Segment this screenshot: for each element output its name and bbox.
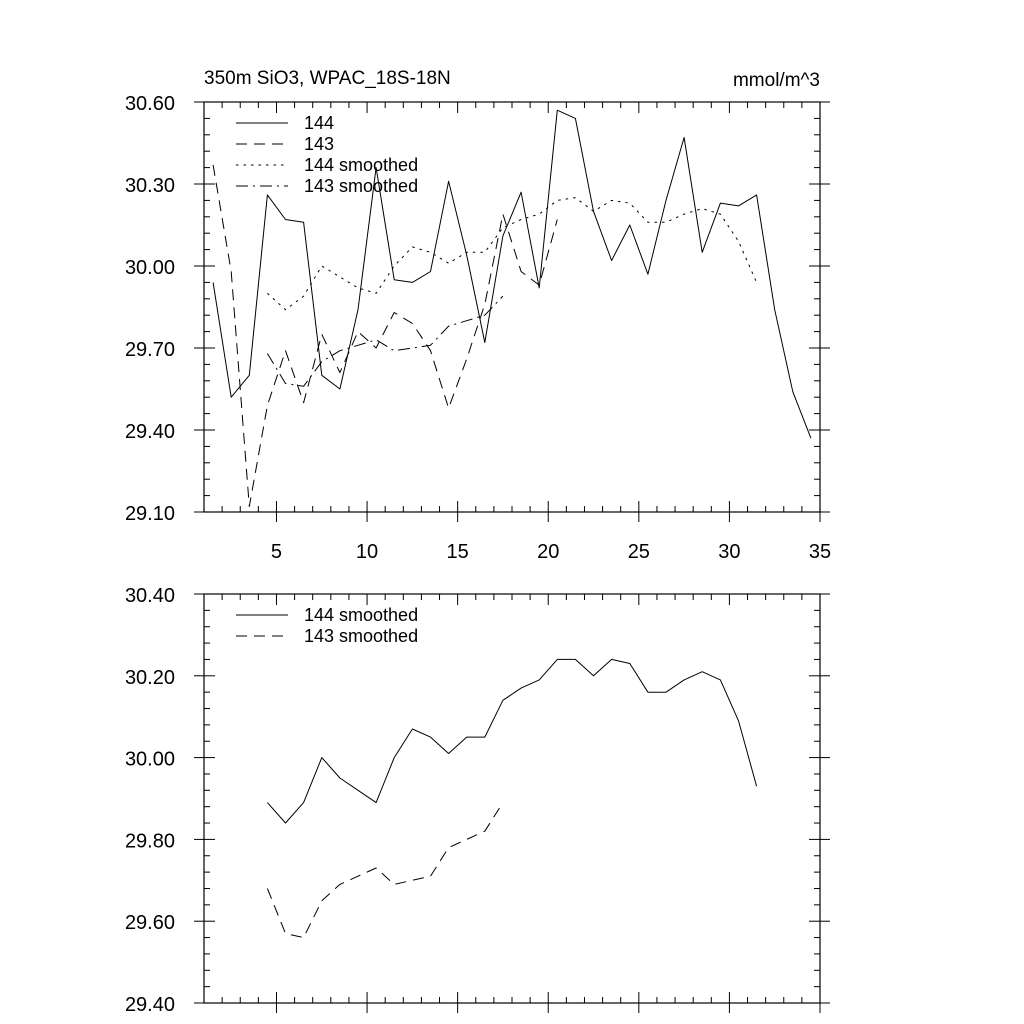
top-y-tick-label: 30.00: [124, 257, 175, 279]
top-x-tick-label: 15: [446, 541, 469, 563]
top-y-tick-label: 29.40: [124, 421, 175, 443]
bottom-series-line-0: [267, 659, 756, 823]
bottom-y-tick-label: 30.00: [124, 748, 175, 771]
top-y-tick-label: 29.70: [124, 339, 175, 361]
bottom-plot-frame: [204, 594, 820, 1003]
bottom-legend-label-0: 144 smoothed: [304, 605, 419, 625]
bottom-y-tick-label: 30.40: [124, 585, 175, 607]
bottom-y-tick-label: 29.60: [124, 912, 175, 935]
top-legend-label-1: 143: [304, 134, 335, 154]
bottom-plot: [125, 585, 830, 1016]
top-x-tick-label: 5: [270, 541, 283, 563]
top-x-tick-label: 35: [808, 541, 832, 563]
bottom-y-tick-label: 30.20: [124, 666, 175, 689]
bottom-y-tick-label: 29.80: [124, 830, 175, 853]
bottom-series-line-1: [267, 803, 503, 938]
top-series-line-3: [267, 296, 503, 386]
top-y-tick-label: 30.30: [124, 175, 175, 197]
bottom-legend-label-1: 143 smoothed: [304, 626, 419, 646]
top-legend-label-2: 144 smoothed: [304, 155, 419, 175]
top-series-line-0: [213, 110, 811, 438]
bottom-y-tick-label: 29.40: [124, 994, 175, 1016]
top-x-tick-label: 10: [355, 541, 379, 563]
top-y-tick-label: 30.60: [124, 93, 175, 115]
top-legend-label-3: 143 smoothed: [304, 176, 419, 196]
top-plot: [125, 68, 831, 563]
top-legend-label-0: 144: [304, 113, 335, 133]
chart-title: 350m SiO3, WPAC_18S-18N: [204, 68, 451, 89]
top-series-line-1: [213, 165, 557, 507]
units-label: mmol/m^3: [732, 70, 820, 91]
top-y-tick-label: 29.10: [124, 503, 175, 525]
top-x-tick-label: 25: [627, 541, 650, 563]
top-x-tick-label: 20: [537, 541, 560, 563]
top-plot-frame: [204, 102, 820, 512]
top-x-tick-label: 30: [718, 541, 741, 563]
